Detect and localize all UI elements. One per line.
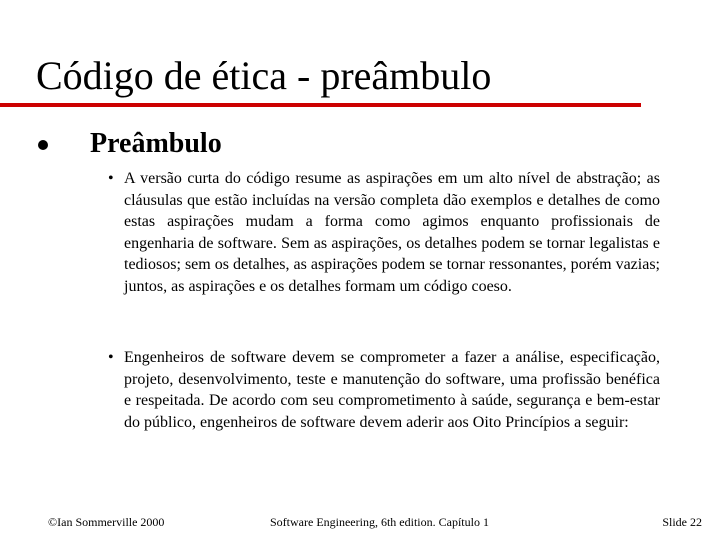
- footer-book-title: Software Engineering, 6th edition. Capítulo 1: [270, 515, 489, 529]
- list-item-text: Engenheiros de software devem se comprometer a fazer a análise, especificação, projeto, desenvolvimento, teste e manutenção do software, uma profissão benéfica e respeitada. De acordo com seu comprometimento à saúde, segurança e bem-estar do público, engenheiros de software devem aderir aos Oito Princípios a seguir:: [124, 349, 660, 431]
- footer-slide-number: Slide 22: [662, 515, 702, 529]
- list-item: [108, 347, 660, 433]
- section-heading: Preâmbulo: [90, 128, 222, 159]
- round-bullet-icon: [38, 140, 48, 150]
- list-item: [108, 168, 660, 298]
- title-underline: [0, 103, 641, 107]
- list-item-text: A versão curta do código resume as aspirações em um alto nível de abstração; as cláusulas que estão incluídas na versão completa dão exemplos e detalhes de como estas aspirações mudam a forma como agimos enquanto profissionais de engenharia de software. Sem as aspirações, os detalhes podem se tornar legalistas e tediosos; sem os detalhes, as aspirações podem se tornar ressonantes, porém vazias; juntos, as aspirações e os detalhes formam um código coeso.: [124, 170, 660, 295]
- slide-title: Código de ética - preâmbulo: [36, 53, 492, 98]
- bullet-icon: •: [108, 170, 114, 187]
- footer-copyright: ©Ian Sommerville 2000: [48, 515, 165, 529]
- bullet-icon: •: [108, 349, 114, 366]
